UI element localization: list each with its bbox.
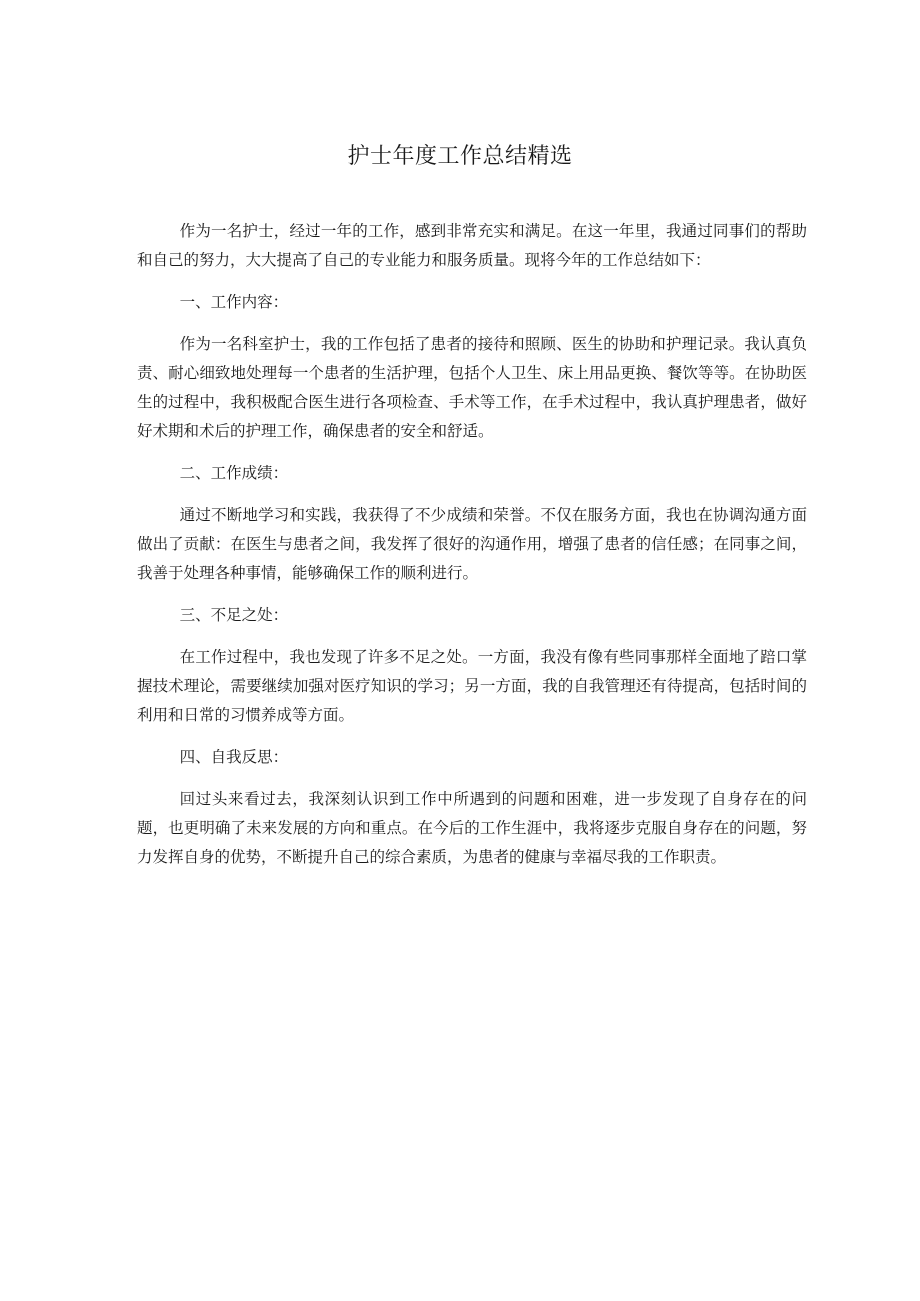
section-body-achievements: 通过不断地学习和实践，我获得了不少成绩和荣誉。不仅在服务方面，我也在协调沟通方面做出了贡献：在医生与患者之间，我发挥了很好的沟通作用，增强了患者的信任感；在同事之间，我善于处理各种事情，能够确保工作的顺利进行。 — [137, 506, 807, 582]
intro-paragraph: 作为一名护士，经过一年的工作，感到非常充实和满足。在这一年里，我通过同事们的帮助和自己的努力，大大提高了自己的专业能力和服务质量。现将今年的工作总结如下： — [137, 222, 807, 269]
section-body-self-reflection: 回过头来看过去，我深刻认识到工作中所遇到的问题和困难，进一步发现了自身存在的问题，也更明确了未来发展的方向和重点。在今后的工作生涯中，我将逐步克服自身存在的问题，努力发挥自身的优势，不断提升自己的综合素质，为患者的健康与幸福尽我的工作职责。 — [137, 790, 807, 866]
section-heading-shortcomings: 三、不足之处： — [179, 606, 289, 624]
document-body — [137, 217, 807, 872]
section-body-work-content: 作为一名科室护士，我的工作包括了患者的接待和照顾、医生的协助和护理记录。我认真负责、耐心细致地处理每一个患者的生活护理，包括个人卫生、床上用品更换、餐饮等等。在协助医生的过程中，我积极配合医生进行各项检查、手术等工作，在手术过程中，我认真护理患者，做好好术期和术后的护理工作，确保患者的安全和舒适。 — [137, 335, 807, 440]
section-heading-achievements: 二、工作成绩： — [179, 464, 289, 482]
document-title: 护士年度工作总结精选 — [347, 144, 573, 169]
section-heading-work-content: 一、工作内容： — [179, 293, 289, 311]
section-heading-self-reflection: 四、自我反思： — [179, 748, 289, 766]
section-body-shortcomings: 在工作过程中，我也发现了许多不足之处。一方面，我没有像有些同事那样全面地了踣口掌握技术理论，需要继续加强对医疗知识的学习；另一方面，我的自我管理还有待提高，包括时间的利用和日常的习惯养成等方面。 — [137, 648, 807, 724]
